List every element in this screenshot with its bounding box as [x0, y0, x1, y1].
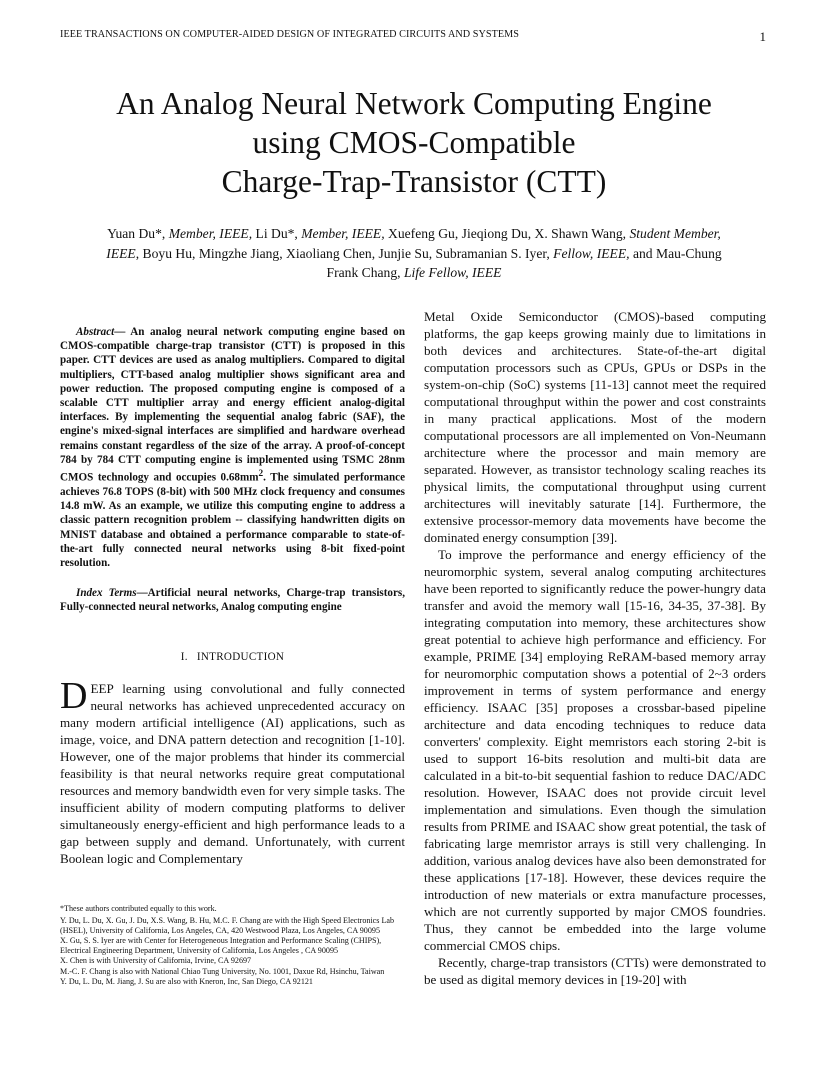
- paper-title: [60, 84, 768, 201]
- abstract-lead: Abstract: [76, 326, 115, 338]
- title-line-1: An Analog Neural Network Computing Engine: [116, 86, 712, 121]
- author-3: Xuefeng Gu, Jieqiong Du, X. Shawn Wang,: [384, 226, 630, 241]
- drop-cap: D: [60, 674, 88, 717]
- abstract-text-2: . The simulated performance achieves 76.8 TOPS (8-bit) with 500 MHz clock frequency and consumes 14.8 mW. As an example, we utilize this computing engine to address a classic pattern recognition problem -- classifying handwritten digits on MNIST database and obtained a performance comparable to state-of-the-art fully connected neural networks using 8-bit fixed-point resolution.: [60, 471, 405, 569]
- title-line-2: using CMOS-Compatible: [252, 125, 576, 160]
- abstract-superscript: 2: [258, 469, 264, 480]
- footnote-equal-contribution: *These authors contributed equally to this work.: [60, 904, 217, 913]
- section-title-rest: NTRODUCTION: [200, 650, 285, 663]
- intro-text: learning using convolutional and fully connected neural networks has achieved unprecedented accuracy on many modern artificial intelligence (AI) applications, such as image, voice, and DNA pattern detection and recognition [1-10]. However, one of the major problems that hinder its commercial feasibility is that neural networks require great computational resources and memory bandwidth even for very simple tasks. The insufficient ability of modern computing platforms to deliver simultaneously energy-efficient and high performance leads to a gap between supply and demand. Unfortunately, with current Boolean logic and Complementary: [60, 680, 405, 866]
- author-1-role: Member, IEEE,: [168, 226, 253, 241]
- author-2: Li Du*,: [252, 226, 302, 241]
- author-5: and Mau-Chung Frank Chang,: [326, 245, 722, 280]
- running-header: IEEE TRANSACTIONS ON COMPUTER-AIDED DESIGN OF INTEGRATED CIRCUITS AND SYSTEMS: [60, 29, 519, 40]
- author-5-role: Life Fellow, IEEE: [403, 265, 502, 280]
- footnote-affiliation-2: X. Gu, S. S. Iyer are with Center for Heterogeneous Integration and Performance Scaling (CHIPS), Electrical Engineering Department, University of California, Los Angeles , CA 90095: [60, 936, 382, 956]
- section-number: I.: [180, 650, 188, 663]
- abstract-text-1: An analog neural network computing engine based on CMOS-compatible charge-trap transistor (CTT) is proposed in this paper. CTT devices are used as analog multipliers. Compared to digital multipliers, CTT-based analog multiplier shows significant area and power reduction. The proposed computing engine is composed of a scalable CTT multiplier array and energy efficient analog-digital interfaces. By implementing the sequential analog fabric (SAF), the engine's mixed-signal interfaces are simplified and hardware overhead remains constant regardless of the size of the array. A proof-of-concept 784 by 784 CTT computing engine is implemented using TSMC 28nm CMOS technology and occupies 0.68mm: [60, 326, 405, 484]
- footnote-affiliation-1: Y. Du, L. Du, X. Gu, J. Du, X.S. Wang, B. Hu, M.C. F. Chang are with the High Speed Electronics Lab (HSEL), University of California, Los Angeles, CA, 420 Westwood Plaza, Los Angeles, CA 90095: [60, 916, 395, 936]
- right-paragraph-3: Recently, charge-trap transistors (CTTs) were demonstrated to be used as digital memory devices in [19-20] with: [424, 955, 766, 987]
- right-paragraph-1: Metal Oxide Semiconductor (CMOS)-based computing platforms, the gap keeps growing mainly due to limitations in both devices and architectures. State-of-the-art digital computation processors such as CPUs, GPUs or DSPs in the system-on-chip (SoC) systems [11-13] cannot meet the required computational throughput within the power and cost constraints in many practical applications. Most of the modern computational processors are all implemented on Von-Neumann architecture where the processor and main memory are separated. However, as transistor technology scaling reaches its physical limits, the computational throughput using current architectures will inevitably saturate [14]. Furthermore, the extensive processor-memory data movements have become the dominated energy consumption [39].: [424, 309, 766, 545]
- author-list: [100, 224, 728, 283]
- index-terms: [60, 586, 405, 614]
- author-3-role: Student Member, IEEE: [106, 226, 721, 261]
- index-terms-lead: Index Terms: [76, 587, 137, 600]
- author-4-role: Fellow, IEEE,: [553, 245, 630, 261]
- right-paragraph-2: To improve the performance and energy efficiency of the neuromorphic system, several analog computing architectures have been reported to significantly reduce the power-hungry data transfer and avoid the memory wall [15-16, 34-35, 37-38]. By integrating computation into memory, these architectures show great potential to achieve high performance and efficiency. For example, PRIME [34] employing ReRAM-based memory array for neuromorphic computation shows a potential of 2~3 orders improvement in terms of system performance and energy efficiency. ISAAC [35] proposes a crossbar-based pipeline architecture and data encoding techniques to reduce data converters' complexity. Eight memristors each storing 2-bit is used to support 16-bits resolution and multi-bit data are calculated in a bit-to-bit sequential fashion to reduce DAC/ADC resolution. However, ISAAC does not provide circuit level implementation and simulations. Even though the simulation results from PRIME and ISAAC show great potential, the task of fabricating large memristor arrays is still very challenging. In addition, various analog devices have also been demonstrated for these applications [17-18]. However, these devices require the introduction of new materials or extra manufacture processes, which are not currently supported by major CMOS foundries. Thus, they cannot be embedded into the large volume commercial CMOS chips.: [424, 547, 766, 953]
- author-4: , Boyu Hu, Mingzhe Jiang, Xiaoliang Chen, Junjie Su, Subramanian S. Iyer,: [135, 245, 554, 261]
- author-1: Yuan Du*,: [107, 226, 169, 241]
- footnote-affiliation-5: Y. Du, L. Du, M. Jiang, J. Su are also with Kneron, Inc, San Diego, CA 92121: [60, 976, 313, 986]
- title-line-3: Charge-Trap-Transistor (CTT): [221, 164, 607, 199]
- abstract: [60, 325, 405, 570]
- section-heading-introduction: [60, 651, 405, 663]
- page-number: 1: [759, 29, 766, 44]
- left-column: [60, 325, 405, 867]
- section-title-initial: I: [196, 650, 201, 663]
- footnote-affiliation-3: X. Chen is with University of California, Irvine, CA 92697: [60, 956, 252, 966]
- index-terms-text: —Artificial neural networks, Charge-trap transistors, Fully-connected neural networks, Analog computing engine: [60, 587, 405, 614]
- right-column: [424, 308, 766, 988]
- intro-paragraph: [60, 674, 405, 867]
- author-2-role: Member, IEEE,: [301, 226, 385, 241]
- intro-first-word: EEP: [90, 680, 114, 696]
- footnote-affiliation-4: M.-C. F. Chang is also with National Chiao Tung University, No. 1001, Daxue Rd, Hsinchu, Taiwan: [60, 966, 385, 976]
- abstract-dash: —: [114, 326, 131, 338]
- footnotes: [60, 904, 405, 987]
